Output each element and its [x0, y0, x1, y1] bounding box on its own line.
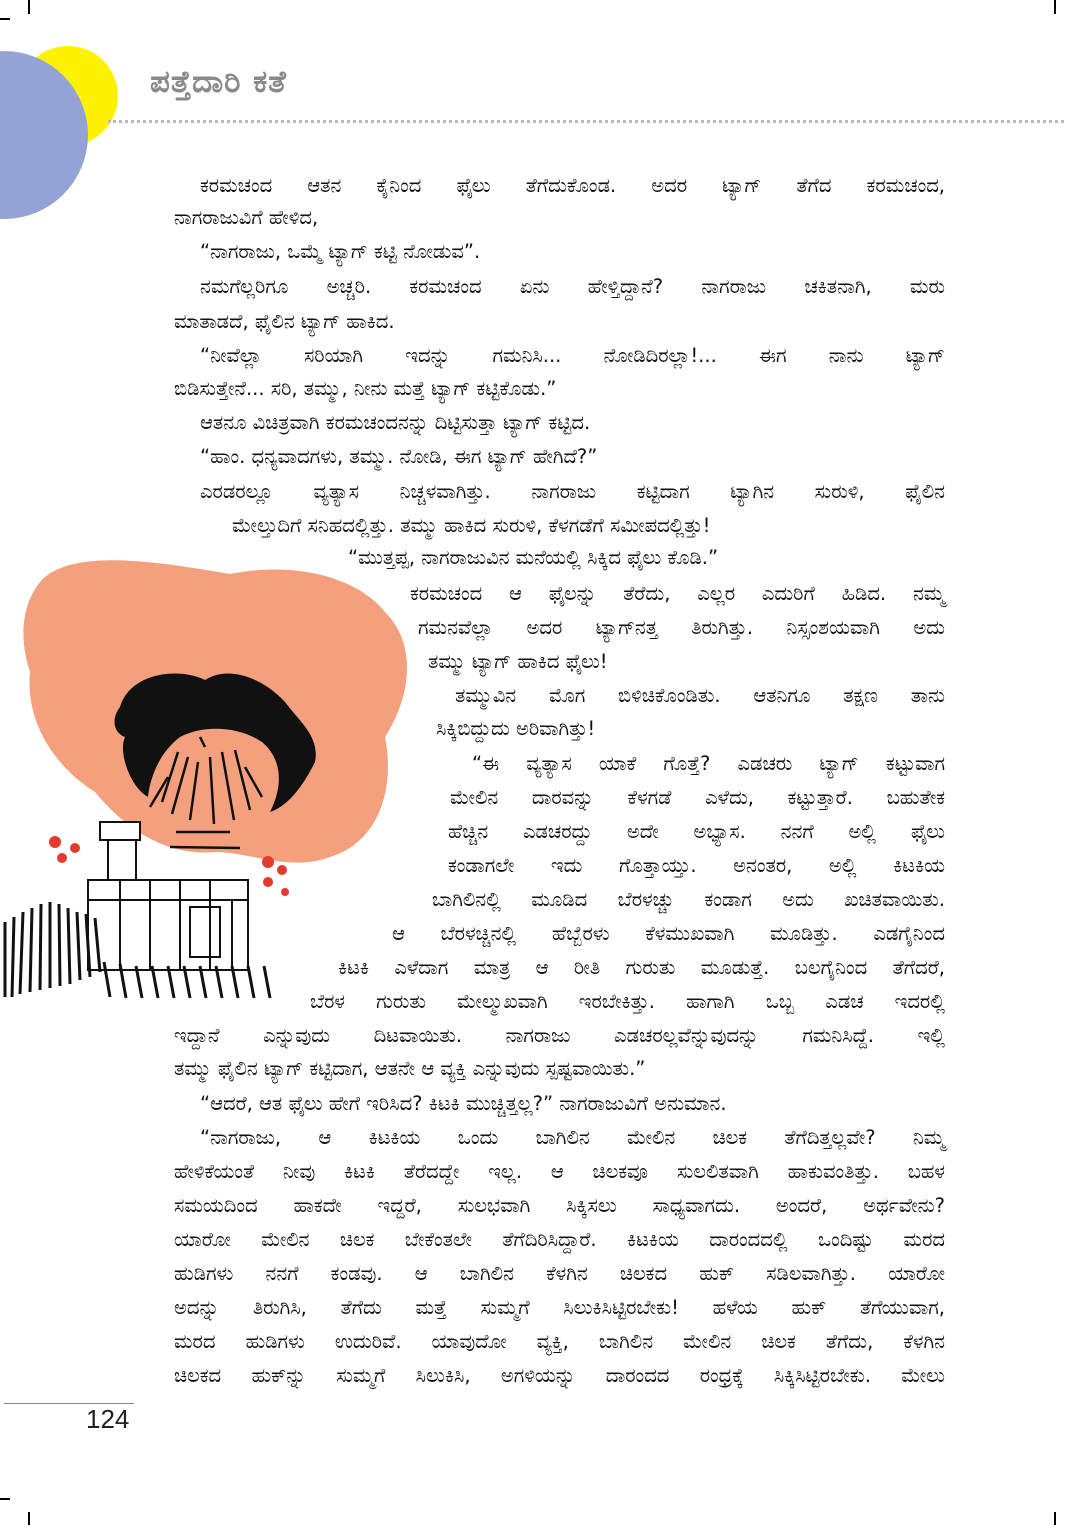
body-line: “ಹಾಂ. ಧನ್ಯವಾದಗಳು, ತಮ್ಮು. ನೋಡಿ, ಈಗ ಟ್ಯಾಗ್ ಹೇಗಿದೆ?”: [200, 445, 598, 468]
body-line: ಕಿಟಕಿ ಎಳೆದಾಗ ಮಾತ್ರ ಆ ರೀತಿ ಗುರುತು ಮೂಡುತ್ತೆ. ಬಲಗೈನಿಂದ ತೆಗೆದರೆ,: [338, 956, 945, 979]
body-line: ಸಿಕ್ಕಿಬಿದ್ದುದು ಅರಿವಾಗಿತ್ತು!: [436, 717, 596, 740]
body-line: ಮಾತಾಡದೆ, ಫೈಲಿನ ಟ್ಯಾಗ್ ಹಾಕಿದ.: [174, 310, 395, 333]
crop-mark: [1054, 0, 1056, 14]
body-line: ಗಮನವೆಲ್ಲಾ ಅದರ ಟ್ಯಾಗ್‌ನತ್ತ ತಿರುಗಿತ್ತು. ನಿಸ್ಸಂಶಯವಾಗಿ ಅದು: [418, 616, 945, 639]
body-line: “ಈ ವ್ಯತ್ಯಾಸ ಯಾಕೆ ಗೊತ್ತೆ? ಎಡಚರು ಟ್ಯಾಗ್ ಕಟ್ಟುವಾಗ: [472, 752, 945, 775]
body-line: ಬಿಡಿಸುತ್ತೇನೆ... ಸರಿ, ತಮ್ಮು, ನೀನು ಮತ್ತೆ ಟ್ಯಾಗ್ ಕಟ್ಟಿಕೊಡು.”: [174, 377, 557, 400]
body-line: ತಮ್ಮುವಿನ ಮೊಗ ಬಿಳಿಚಿಕೊಂಡಿತು. ಆತನಿಗೂ ತಕ್ಷಣ ತಾನು: [455, 684, 945, 707]
body-line: ಬಾಗಿಲಿನಲ್ಲಿ ಮೂಡಿದ ಬೆರಳಚ್ಚು ಕಂಡಾಗ ಅದು ಖಚಿತವಾಯಿತು.: [432, 888, 945, 911]
header-circle-decoration: [0, 0, 140, 220]
body-line: ಕರಮಚಂದ ಆತನ ಕೈನಿಂದ ಫೈಲು ತೆಗೆದುಕೊಂಡ. ಅದರ ಟ್ಯಾಗ್ ತೆಗೆದ ಕರಮಚಂದ,: [200, 174, 945, 197]
body-line: ಬೆರಳ ಗುರುತು ಮೇಲ್ಮುಖವಾಗಿ ಇರಬೇಕಿತ್ತು. ಹಾಗಾಗಿ ಒಬ್ಬ ಎಡಚ ಇದರಲ್ಲಿ: [310, 990, 945, 1013]
body-line: ಮೇಲಿನ ದಾರವನ್ನು ಕೆಳಗಡೆ ಎಳೆದು, ಕಟ್ಟುತ್ತಾರೆ. ಬಹುತೇಕ: [450, 786, 945, 809]
page-number: 124: [86, 1404, 130, 1434]
body-line: ನಾಗರಾಜುವಿಗೆ ಹೇಳಿದ,: [174, 206, 319, 229]
body-line: ತಮ್ಮು ಟ್ಯಾಗ್ ಹಾಕಿದ ಫೈಲು!: [428, 650, 608, 673]
body-line: “ನಾಗರಾಜು, ಆ ಕಿಟಕಿಯ ಒಂದು ಬಾಗಿಲಿನ ಮೇಲಿನ ಚಿಲಕ ತೆಗೆದಿತ್ತಲ್ಲವೇ? ನಿಮ್ಮ: [200, 1126, 945, 1149]
body-line: ನಮಗೆಲ್ಲರಿಗೂ ಅಚ್ಚರಿ. ಕರಮಚಂದ ಏನು ಹೇಳ್ತಿದ್ದಾನೆ? ನಾಗರಾಜು ಚಕಿತನಾಗಿ, ಮರು: [200, 275, 945, 298]
body-line: ಇದ್ದಾನೆ ಎನ್ನುವುದು ದಿಟವಾಯಿತು. ನಾಗರಾಜು ಎಡಚರಲ್ಲವೆನ್ನುವುದನ್ನು ಗಮನಿಸಿದ್ದೆ. ಇಲ್ಲಿ: [174, 1024, 945, 1047]
body-line: ಹೆಚ್ಚಿನ ಎಡಚರದ್ದು ಅದೇ ಅಭ್ಯಾಸ. ನನಗೆ ಅಲ್ಲಿ ಫೈಲು: [448, 820, 945, 843]
body-line: ತಮ್ಮು ಫೈಲಿನ ಟ್ಯಾಗ್ ಕಟ್ಟಿದಾಗ, ಆತನೇ ಆ ವ್ಯಕ್ತಿ ಎನ್ನುವುದು ಸ್ಪಷ್ಟವಾಯಿತು.”: [174, 1057, 646, 1080]
crop-mark: [0, 1498, 10, 1500]
body-line: ಚಿಲಕದ ಹುಕ್‌ನ್ನು ಸುಮ್ಮಗೆ ಸಿಲುಕಿಸಿ, ಅಗಳಿಯನ್ನು ದಾರಂದದ ರಂಧ್ರಕ್ಕೆ ಸಿಕ್ಕಿಸಿಟ್ಟಿರಬೇಕು. ಮೇಲು: [174, 1364, 945, 1387]
body-line: ಸಮಯದಿಂದ ಹಾಕದೇ ಇದ್ದರೆ, ಸುಲಭವಾಗಿ ಸಿಕ್ಕಿಸಲು ಸಾಧ್ಯವಾಗದು. ಅಂದರೆ, ಅರ್ಥವೇನು?: [174, 1194, 945, 1217]
body-line: ಆತನೂ ವಿಚಿತ್ರವಾಗಿ ಕರಮಚಂದನನ್ನು ದಿಟ್ಟಿಸುತ್ತಾ ಟ್ಯಾಗ್ ಕಟ್ಟಿದ.: [200, 411, 591, 434]
body-line: ಆ ಬೆರಳಚ್ಚಿನಲ್ಲಿ ಹೆಬ್ಬೆರಳು ಕೆಳಮುಖವಾಗಿ ಮೂಡಿತ್ತು. ಎಡಗೈನಿಂದ: [392, 922, 945, 945]
body-line: ಮರದ ಹುಡಿಗಳು ಉದುರಿವೆ. ಯಾವುದೋ ವ್ಯಕ್ತಿ, ಬಾಗಿಲಿನ ಮೇಲಿನ ಚಿಲಕ ತೆಗೆದು, ಕೆಳಗಿನ: [174, 1330, 945, 1353]
body-line: ಹುಡಿಗಳು ನನಗೆ ಕಂಡವು. ಆ ಬಾಗಿಲಿನ ಕೆಳಗಿನ ಚಿಲಕದ ಹುಕ್ ಸಡಿಲವಾಗಿತ್ತು. ಯಾರೋ: [174, 1262, 945, 1285]
body-line: ಕಂಡಾಗಲೇ ಇದು ಗೊತ್ತಾಯ್ತು. ಅನಂತರ, ಅಲ್ಲಿ ಕಿಟಕಿಯ: [448, 854, 945, 877]
crop-mark: [28, 1512, 30, 1525]
body-line: ಮೇಲ್ತುದಿಗೆ ಸನಿಹದಲ್ಲಿತ್ತು. ತಮ್ಮು ಹಾಕಿದ ಸುರುಳಿ, ಕೆಳಗಡೆಗೆ ಸಮೀಪದಲ್ಲಿತ್ತು!: [232, 514, 711, 537]
thief-illustration: [0, 552, 420, 1007]
body-line: ಎರಡರಲ್ಲೂ ವ್ಯತ್ಯಾಸ ನಿಚ್ಚಳವಾಗಿತ್ತು. ನಾಗರಾಜು ಕಟ್ಟಿದಾಗ ಟ್ಯಾಗಿನ ಸುರುಳಿ, ಫೈಲಿನ: [200, 480, 945, 503]
chapter-title: ಪತ್ತೆದಾರಿ ಕತೆ: [150, 64, 287, 100]
body-line: “ಮುತ್ತಪ್ಪ, ನಾಗರಾಜುವಿನ ಮನೆಯಲ್ಲಿ ಸಿಕ್ಕಿದ ಫೈಲು ಕೊಡಿ.”: [348, 546, 719, 569]
body-line: “ನೀವೆಲ್ಲಾ ಸರಿಯಾಗಿ ಇದನ್ನು ಗಮನಿಸಿ... ನೋಡಿದಿರಲ್ಲಾ!... ಈಗ ನಾನು ಟ್ಯಾಗ್: [200, 344, 945, 367]
body-line: ಕರಮಚಂದ ಆ ಫೈಲನ್ನು ತೆರೆದು, ಎಲ್ಲರ ಎದುರಿಗೆ ಹಿಡಿದ. ನಮ್ಮ: [410, 582, 945, 605]
body-line: “ನಾಗರಾಜು, ಒಮ್ಮೆ ಟ್ಯಾಗ್ ಕಟ್ಟಿ ನೋಡುವ”.: [200, 240, 481, 263]
body-line: ಯಾರೋ ಮೇಲಿನ ಚಿಲಕ ಬೇಕೆಂತಲೇ ತೆಗೆದಿರಿಸಿದ್ದಾರೆ. ಕಿಟಕಿಯ ದಾರಂದದಲ್ಲಿ ಒಂದಿಷ್ಟು ಮರದ: [174, 1228, 945, 1251]
body-line: ಅದನ್ನು ತಿರುಗಿಸಿ, ತೆಗೆದು ಮತ್ತೆ ಸುಮ್ಮಗೆ ಸಿಲುಕಿಸಿಟ್ಟಿರಬೇಕು! ಹಳೆಯ ಹುಕ್ ತೆಗೆಯುವಾಗ,: [174, 1296, 945, 1319]
crop-mark: [1054, 1512, 1056, 1525]
body-line: “ಆದರೆ, ಆತ ಫೈಲು ಹೇಗೆ ಇರಿಸಿದ? ಕಿಟಕಿ ಮುಚ್ಚಿತ್ತಲ್ಲ?” ನಾಗರಾಜುವಿಗೆ ಅನುಮಾನ.: [200, 1092, 727, 1115]
body-line: ಹೇಳಿಕೆಯಂತೆ ನೀವು ಕಿಟಕಿ ತೆರೆದದ್ದೇ ಇಲ್ಲ. ಆ ಚಿಲಕವೂ ಸುಲಲಿತವಾಗಿ ಹಾಕುವಂತಿತ್ತು. ಬಹಳ: [174, 1160, 945, 1183]
dotted-divider: [108, 120, 1064, 123]
